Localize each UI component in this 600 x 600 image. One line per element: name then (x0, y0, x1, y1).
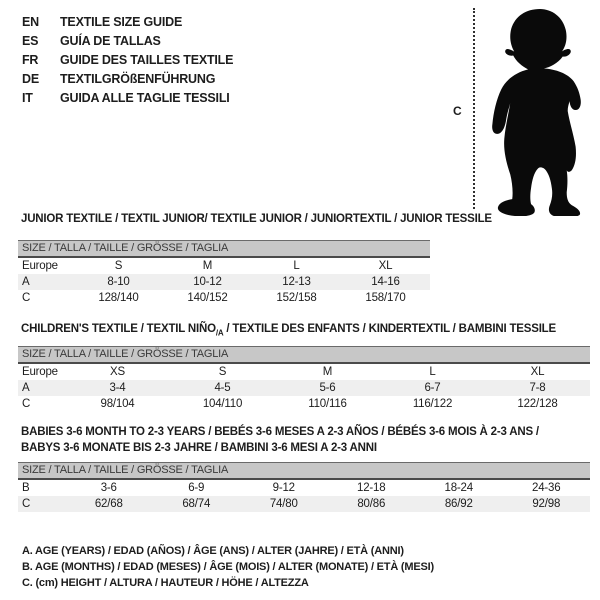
lang-row-de (22, 70, 233, 89)
table-row (18, 496, 590, 512)
row-label: C (22, 498, 31, 510)
cell: 5-6 (319, 382, 336, 394)
junior-table-title: JUNIOR TEXTILE / TEXTIL JUNIOR/ TEXTILE JUNIOR / JUNIORTEXTIL / JUNIOR TESSILE (21, 213, 492, 225)
lang-code: EN (22, 15, 39, 29)
toddler-silhouette-icon (483, 6, 589, 216)
row-label: Europe (22, 366, 58, 378)
table-row (18, 258, 430, 274)
cell: 62/68 (94, 498, 123, 510)
lang-code: ES (22, 34, 39, 48)
row-label: C (22, 292, 31, 304)
cell: 86/92 (444, 498, 473, 510)
lang-row-en (22, 13, 233, 32)
children-title-suffix: / TEXTILE DES ENFANTS / KINDERTEXTIL / BAMBINI TESSILE (223, 323, 556, 335)
children-size-table (18, 346, 590, 412)
cell: 8-10 (107, 276, 130, 288)
cell: S (218, 366, 227, 378)
cell: XL (530, 366, 545, 378)
footnote-a: A. AGE (YEARS) / EDAD (AÑOS) / ÂGE (ANS) / ALTER (JAHRE) / ETÀ (ANNI) (22, 545, 404, 557)
cell: 68/74 (182, 498, 211, 510)
row-label: Europe (22, 260, 58, 272)
junior-size-table (18, 240, 430, 306)
cell: 6-9 (188, 482, 205, 494)
row-label: B (22, 482, 30, 494)
cell: 24-36 (532, 482, 561, 494)
cell: 3-6 (100, 482, 117, 494)
babies-table-title-line2: BABYS 3-6 MONATE BIS 2-3 JAHRE / BAMBINI 3-6 MESI A 2-3 ANNI (21, 442, 377, 454)
table-row (18, 274, 430, 290)
lang-code: DE (22, 72, 39, 86)
cell: 152/158 (276, 292, 317, 304)
cell: 4-5 (214, 382, 231, 394)
footnote-c: C. (cm) HEIGHT / ALTURA / HAUTEUR / HÖHE / ALTEZZA (22, 577, 309, 589)
footnotes (22, 543, 434, 591)
cell: S (114, 260, 123, 272)
cell: 158/170 (365, 292, 406, 304)
lang-row-it (22, 89, 233, 108)
lang-row-es (22, 32, 233, 51)
table-row (18, 396, 590, 412)
cell: 10-12 (193, 276, 222, 288)
cell: 3-4 (109, 382, 126, 394)
cell: 18-24 (444, 482, 473, 494)
cell: 128/140 (98, 292, 139, 304)
cell: 6-7 (424, 382, 441, 394)
cell: 12-13 (282, 276, 311, 288)
cell: L (429, 366, 436, 378)
lang-code: IT (22, 91, 33, 105)
cell: 9-12 (272, 482, 295, 494)
cell: 80/86 (357, 498, 386, 510)
cell: 12-18 (357, 482, 386, 494)
lang-title: TEXTILGRÖßENFÜHRUNG (60, 72, 216, 86)
size-band: SIZE / TALLA / TAILLE / GRÖSSE / TAGLIA (18, 462, 590, 480)
lang-code: FR (22, 53, 39, 67)
babies-table-title-line1: BABIES 3-6 MONTH TO 2-3 YEARS / BEBÉS 3-6 MESES A 2-3 AÑOS / BÉBÉS 3-6 MOIS À 2-3 ANS / (21, 426, 539, 438)
table-row (18, 480, 590, 496)
cell: 116/122 (412, 398, 453, 410)
table-row (18, 380, 590, 396)
children-title-sub: /A (215, 328, 224, 338)
cell: XL (378, 260, 393, 272)
lang-row-fr (22, 51, 233, 70)
cell: 74/80 (269, 498, 298, 510)
cell: 7-8 (529, 382, 546, 394)
lang-title: GUIDA ALLE TAGLIE TESSILI (60, 91, 230, 105)
cell: M (322, 366, 333, 378)
cell: 14-16 (371, 276, 400, 288)
babies-size-table (18, 462, 590, 512)
cell: 92/98 (532, 498, 561, 510)
row-label: C (22, 398, 31, 410)
children-table-title (21, 322, 556, 340)
row-label: A (22, 382, 30, 394)
cell: 104/110 (202, 398, 243, 410)
language-title-list (22, 13, 233, 108)
cell: 140/152 (187, 292, 228, 304)
height-measure-dotted-line (473, 8, 475, 209)
row-label: A (22, 276, 30, 288)
height-measure-label: C (453, 104, 462, 118)
size-band: SIZE / TALLA / TAILLE / GRÖSSE / TAGLIA (18, 346, 590, 364)
size-band: SIZE / TALLA / TAILLE / GRÖSSE / TAGLIA (18, 240, 430, 258)
cell: 110/116 (308, 398, 347, 410)
footnote-b: B. AGE (MONTHS) / EDAD (MESES) / ÂGE (MOIS) / ALTER (MONATE) / ETÀ (MESI) (22, 561, 434, 573)
table-row (18, 364, 590, 380)
cell: M (202, 260, 213, 272)
cell: L (293, 260, 300, 272)
lang-title: TEXTILE SIZE GUIDE (60, 15, 183, 29)
lang-title: GUIDE DES TAILLES TEXTILE (60, 53, 234, 67)
cell: XS (110, 366, 125, 378)
cell: 122/128 (517, 398, 558, 410)
lang-title: GUÍA DE TALLAS (60, 34, 161, 48)
cell: 98/104 (100, 398, 135, 410)
table-row (18, 290, 430, 306)
children-title-prefix: CHILDREN'S TEXTILE / TEXTIL NIÑO (21, 323, 216, 335)
